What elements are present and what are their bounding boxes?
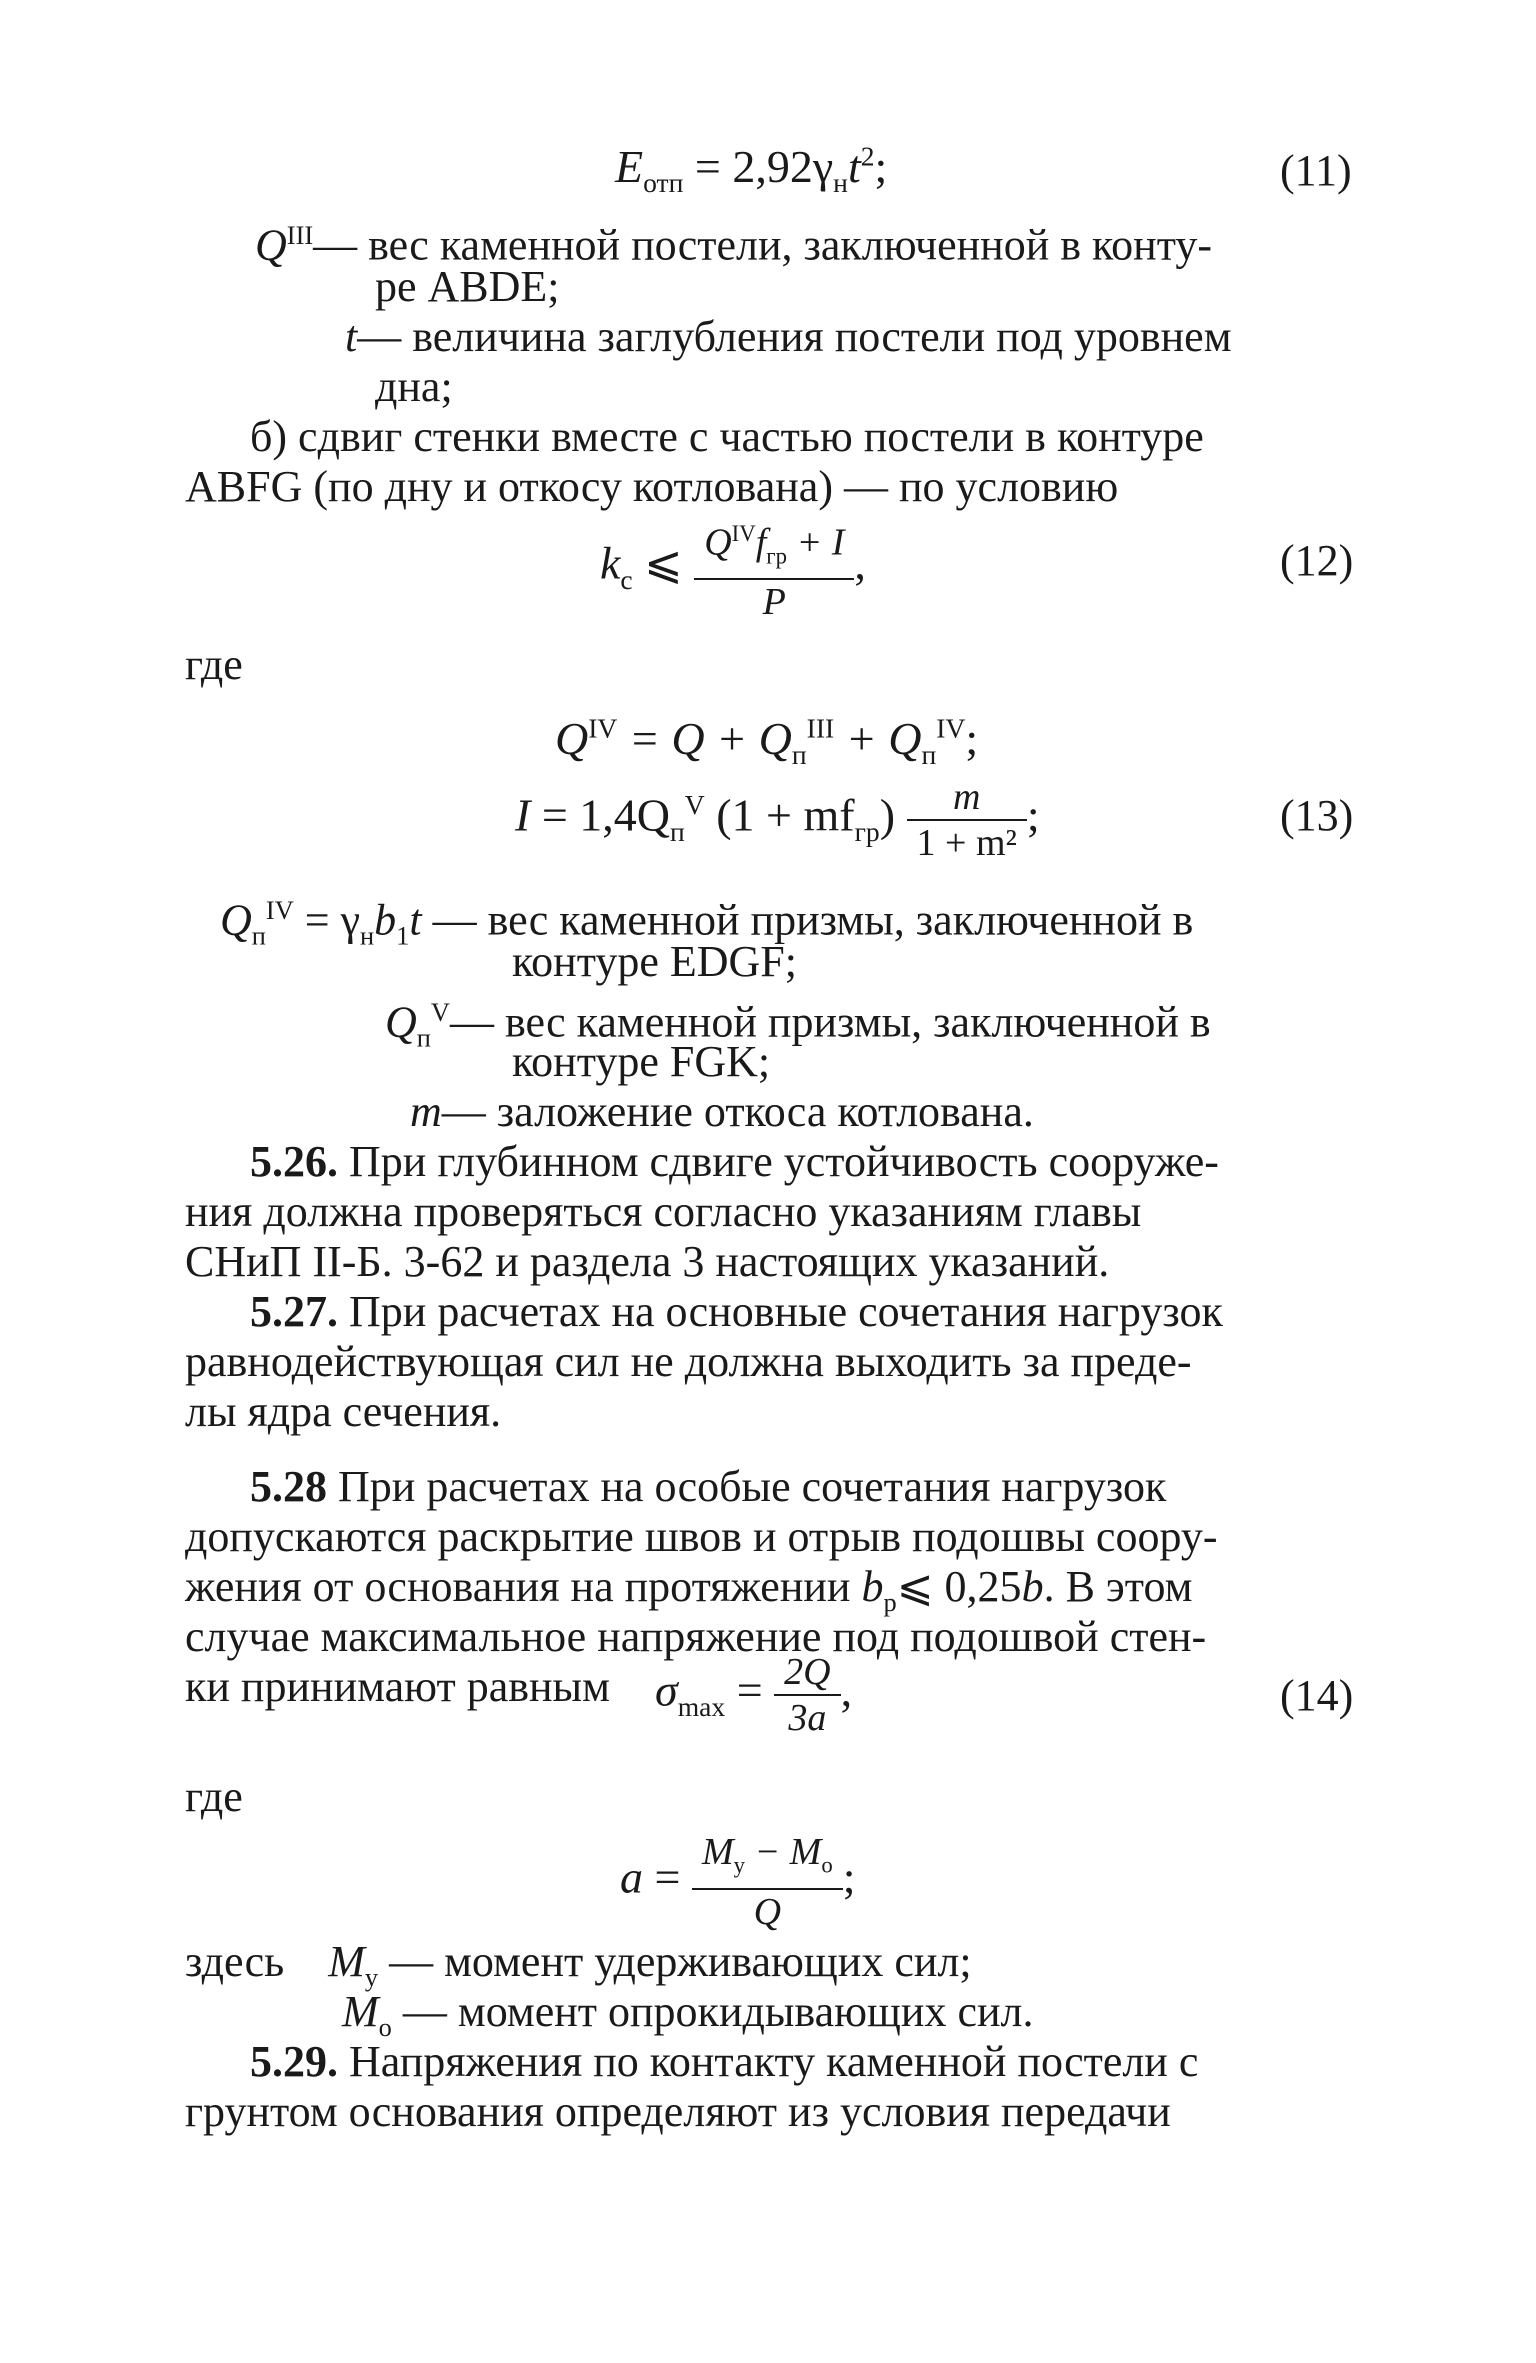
qp5-definition-cont: контуре FGK; (512, 1037, 771, 1086)
m-definition: m— заложение откоса котлована. (410, 1087, 1034, 1136)
paragraph-5-29: 5.29. Напряжения по контакту каменной постели с (250, 2037, 1199, 2086)
paragraph-5-28: 5.28 При расчетах на особые сочетания нагрузок (250, 1462, 1167, 1511)
equation-13b: $I = 1,4Q_п^V$ $(1 + mf_{гр})$ $\frac{m}{\text{1 + m²}}$ ; (515, 776, 1040, 864)
paragraph-5-27: 5.27. При расчетах на основные сочетания нагрузок (250, 1287, 1223, 1336)
fraction-13: $\frac{m}{\text{1 + m²}}$ (907, 775, 1027, 865)
paragraph-5-28-line4: случае максимальное напряжение под подошвой стен- (185, 1612, 1207, 1661)
paragraph-5-26: 5.26. При глубинном сдвиге устойчивость сооруже- (250, 1137, 1219, 1186)
t-definition: t— величина заглубления постели под уровнем (345, 312, 1232, 361)
paragraph-5-27-line2: равнодействующая сил не должна выходить за преде- (185, 1337, 1192, 1386)
fraction-a: $\frac{M_y - M_o}{Q}$ (692, 1830, 843, 1934)
qp5-definition: $Q_п^V—$ вес каменной призмы, заключенной в (385, 997, 1211, 1053)
condition-b-line1: б) сдвиг стенки вместе с частью постели в контуре (250, 412, 1204, 461)
equation-13a: $Q^{IV} = Q + Q_п^{III} + Q_п^{IV}$; (555, 712, 979, 771)
fraction-14: $\frac{2Q}{3a}$ (774, 1650, 840, 1740)
q3-definition: $Q^{III}—$ вес каменной постели, заключенной в конту- (255, 220, 1213, 270)
here-definitions-2: $M_o$ — момент опрокидывающих сил. (342, 1987, 1034, 2042)
qp4-definition-cont: контуре EDGF; (512, 937, 797, 986)
paragraph-5-29-line2: грунтом основания определяют из условия передачи (185, 2087, 1171, 2136)
paragraph-5-28-line2: допускаются раскрытие швов и отрыв подошвы соору- (185, 1512, 1218, 1561)
paragraph-5-26-line3: СНиП II-Б. 3-62 и раздела 3 настоящих указаний. (185, 1237, 1110, 1286)
paragraph-5-26-line2: ния должна проверяться согласно указаниям главы (185, 1187, 1142, 1236)
equation-number-11: (11) (1280, 146, 1352, 195)
here-definitions-1: здесь $M_y$ — момент удерживающих сил; (185, 1937, 972, 1992)
equation-number-13: (13) (1280, 791, 1354, 840)
equation-11: $E_{отп} = 2,92\gamma_нt^2$; (615, 140, 888, 199)
equation-12: $k_c$ ⩽ $\frac{Q^{IV}f_{гр} + I}{P}$ , (600, 512, 866, 624)
paragraph-5-27-line3: лы ядра сечения. (185, 1387, 502, 1436)
equation-a: a = $\frac{M_y - M_o}{Q}$ ; (620, 1831, 856, 1933)
paragraph-5-28-line3: жения от основания на протяжении $b_p⩽$ 0,25b. В этом (185, 1562, 1193, 1617)
q3-definition-cont: ре ABDE; (375, 262, 560, 311)
equation-number-12: (12) (1280, 536, 1354, 585)
where-label-1: где (185, 640, 243, 689)
paragraph-5-28-line5: ки принимают равным (185, 1662, 610, 1711)
t-definition-cont: дна; (375, 362, 453, 411)
qp4-definition: $Q_п^{IV} = \gamma_нb_1t$ — вес каменной призмы, заключенной в (220, 895, 1194, 951)
fraction-12: $\frac{Q^{IV}f_{гр} + I}{P}$ (694, 512, 854, 624)
equation-14: $\sigma_{max}$ = $\frac{2Q}{3a}$ , (655, 1651, 853, 1739)
equation-number-14: (14) (1280, 1671, 1354, 1720)
where-label-2: где (185, 1772, 243, 1821)
condition-b-line2: ABFG (по дну и откосу котлована) — по условию (185, 462, 1119, 511)
